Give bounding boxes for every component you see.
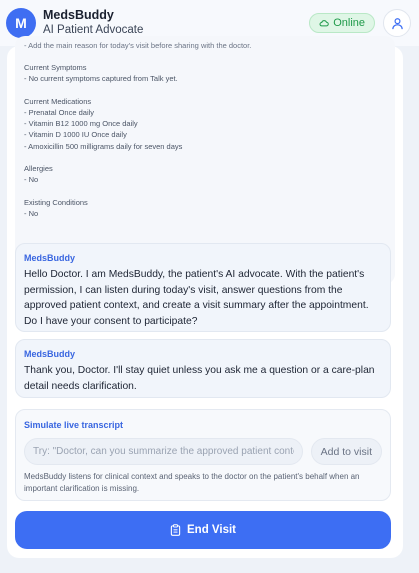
visit-panel: [7, 41, 403, 558]
transcript-title: Simulate live transcript: [24, 420, 124, 430]
message-text: Thank you, Doctor. I'll stay quiet unless you ask me a question or a care-plan detail needs clarification.: [24, 365, 375, 392]
symptoms-line: - No current symptoms captured from Talk yet.: [24, 74, 178, 84]
allergies-line: - No: [24, 175, 39, 185]
clipboard-icon: [170, 524, 181, 536]
app-subtitle: AI Patient Advocate: [43, 24, 144, 36]
medication-item: - Amoxicillin 500 milligrams daily for seven days: [24, 141, 183, 151]
message-text: Hello Doctor. I am MedsBuddy, the patient's AI advocate. With the patient's permission, I can listen during today's visit, answer questions from the approved patient context, and create a visit summary after the appointment. Do I have your consent to participate?: [24, 269, 369, 327]
transcript-input-row: [24, 438, 382, 465]
end-visit-button[interactable]: [15, 511, 391, 549]
status-badge: [309, 13, 375, 33]
status-label: Online: [333, 17, 365, 29]
add-to-visit-button[interactable]: Add to visit: [311, 438, 382, 465]
allergies-heading: Allergies: [24, 164, 53, 174]
transcript-simulator: [15, 409, 391, 501]
message-author: MedsBuddy: [24, 349, 76, 359]
summary-cut-line: - Add the main reason for today's visit before sharing with the doctor.: [24, 41, 252, 50]
transcript-note: MedsBuddy listens for clinical context and speaks to the doctor on the patient's behalf when an important clarification is missing.: [24, 472, 360, 493]
cloud-icon: [319, 18, 329, 28]
avatar: M: [6, 8, 36, 38]
medication-item: - Vitamin D 1000 IU Once daily: [24, 130, 127, 140]
app-title-group: [43, 8, 143, 38]
message-author: MedsBuddy: [24, 253, 76, 263]
end-visit-label: End Visit: [187, 524, 236, 536]
medication-item: - Vitamin B12 1000 mg Once daily: [24, 119, 138, 129]
conditions-line: - No: [24, 208, 39, 218]
transcript-input[interactable]: [24, 438, 303, 465]
medication-item: - Prenatal Once daily: [24, 107, 95, 117]
message-card: [15, 243, 391, 332]
medications-heading: Current Medications: [24, 96, 92, 106]
message-card: [15, 339, 391, 398]
conditions-heading: Existing Conditions: [24, 197, 88, 207]
app-title: MedsBuddy: [43, 8, 114, 22]
symptoms-heading: Current Symptoms: [24, 63, 87, 72]
user-icon: [391, 17, 404, 30]
profile-button[interactable]: [383, 9, 411, 37]
